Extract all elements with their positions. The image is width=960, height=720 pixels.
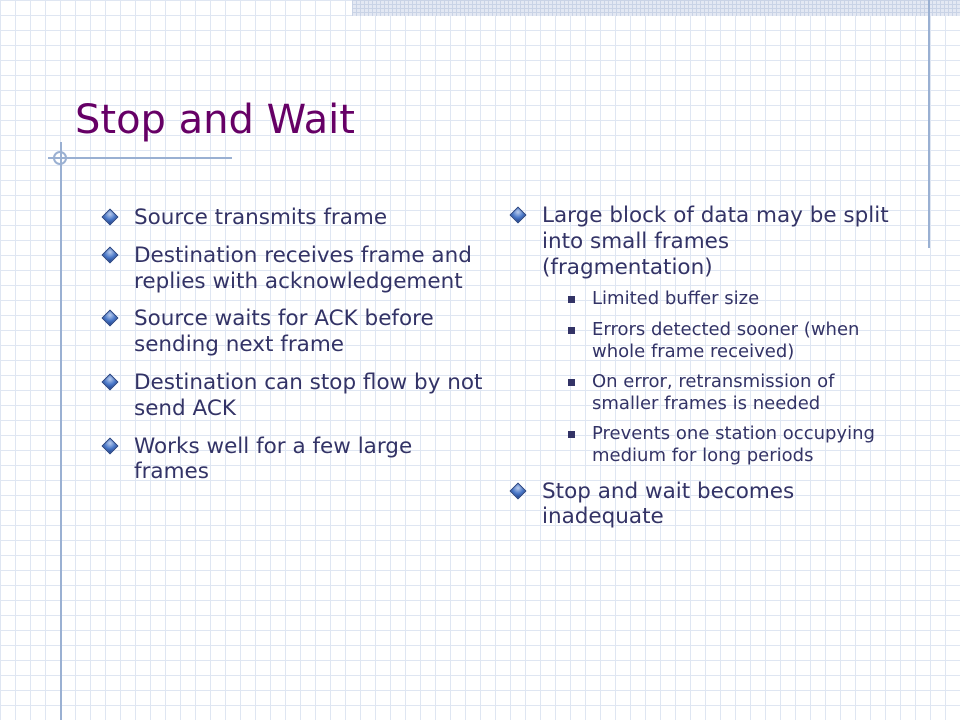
diamond-bullet-icon: [102, 437, 119, 454]
sub-bullet-text: Prevents one station occupying medium for long periods: [592, 423, 875, 466]
decorative-left-line: [60, 142, 62, 720]
bullet-item: [102, 205, 487, 231]
sub-bullet-item: [542, 288, 900, 310]
square-bullet-icon: [568, 296, 575, 303]
sub-bullet-item: [542, 423, 900, 466]
bullet-item: [102, 306, 487, 358]
diamond-bullet-icon: [102, 373, 119, 390]
sub-bullet-item: [542, 371, 900, 414]
diamond-bullet-icon: [102, 246, 119, 263]
sub-bullet-text: Limited buffer size: [592, 288, 760, 310]
bullet-text: Source waits for ACK before sending next frame: [134, 306, 434, 358]
bullet-text: Large block of data may be split into small frames (fragmentation): [542, 203, 889, 280]
right-bullet-list: [510, 203, 900, 542]
diamond-bullet-icon: [510, 207, 527, 224]
diamond-bullet-icon: [102, 310, 119, 327]
bullet-text: Destination receives frame and replies with acknowledgement: [134, 242, 472, 294]
decorative-circle: [53, 151, 67, 165]
diamond-bullet-icon: [102, 209, 119, 226]
bullet-text: Works well for a few large frames: [134, 433, 413, 485]
sub-bullet-item: [542, 319, 900, 362]
left-bullet-list: [102, 205, 487, 497]
bullet-item: [510, 203, 900, 467]
diamond-bullet-icon: [510, 482, 527, 499]
square-bullet-icon: [568, 431, 575, 438]
bullet-text: Destination can stop flow by not send ACK: [134, 369, 483, 421]
sub-bullet-list: [542, 288, 900, 466]
bullet-item: [510, 479, 900, 531]
slide-title: Stop and Wait: [75, 97, 355, 143]
sub-bullet-text: On error, retransmission of smaller frames is needed: [592, 371, 835, 414]
square-bullet-icon: [568, 327, 575, 334]
decorative-title-underline: [48, 157, 232, 159]
bullet-text: Source transmits frame: [134, 205, 388, 230]
bullet-item: [102, 243, 487, 295]
decorative-right-line: [928, 0, 930, 248]
bullet-text: Stop and wait becomes inadequate: [542, 478, 795, 530]
square-bullet-icon: [568, 379, 575, 386]
sub-bullet-text: Errors detected sooner (when whole frame received): [592, 318, 860, 362]
bullet-item: [102, 370, 487, 422]
bullet-item: [102, 434, 487, 486]
decorative-top-bar: [352, 0, 960, 16]
